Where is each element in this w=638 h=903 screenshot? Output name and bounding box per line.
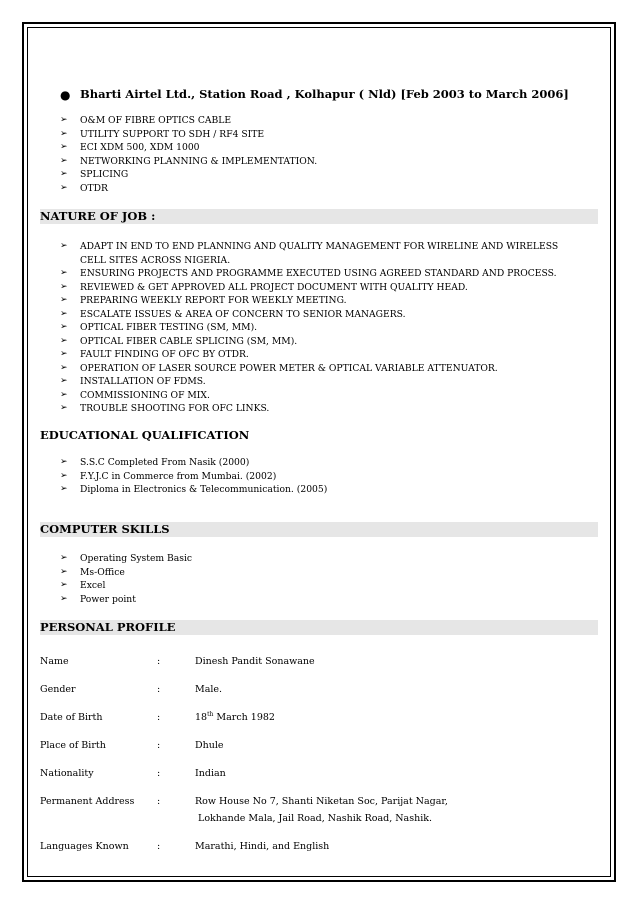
arrow-bullet-icon: ➢ [60,155,68,166]
arrow-bullet-icon: ➢ [60,335,68,346]
list-item: ➢ Ms-Office [60,566,125,578]
computer-skills-list [60,552,192,606]
arrow-bullet-icon: ➢ [60,389,68,400]
arrow-bullet-icon: ➢ [60,470,68,481]
arrow-bullet-icon: ➢ [60,362,68,373]
list-item: ➢ REVIEWED & GET APPROVED ALL PROJECT DOCUMENT WITH QUALITY HEAD. [60,281,468,293]
arrow-bullet-icon: ➢ [60,142,68,152]
list-item: ➢ ECI XDM 500, XDM 1000 [60,142,200,153]
dob-value: 18th March 1982 [195,710,275,723]
list-item: ➢ S.S.C Completed From Nasik (2000) [60,457,250,468]
arrow-bullet-icon: ➢ [60,128,68,139]
bullet-icon: ● [60,88,71,102]
list-item: ➢ Excel [60,580,106,591]
list-item: ➢ FAULT FINDING OF OFC BY OTDR. [60,349,249,360]
education-list [60,456,327,497]
section-heading-personal-profile: PERSONAL PROFILE [40,620,598,635]
arrow-bullet-icon: ➢ [60,349,68,359]
arrow-bullet-icon: ➢ [60,241,68,251]
arrow-bullet-icon: ➢ [60,169,68,179]
nature-of-job-list [60,240,585,416]
arrow-bullet-icon: ➢ [60,566,68,577]
arrow-bullet-icon: ➢ [60,308,68,319]
list-item: ➢ OPTICAL FIBER TESTING (SM, MM). [60,322,258,333]
arrow-bullet-icon: ➢ [60,484,68,494]
list-item: ➢ SPLICING [60,169,129,180]
arrow-bullet-icon: ➢ [60,295,68,305]
company-text: Bharti Airtel Ltd., Station Road , Kolhapur ( Nld) [Feb 2003 to March 2006] [80,87,569,101]
section-heading-nature-of-job: NATURE OF JOB : [40,209,598,224]
list-item: ➢ UTILITY SUPPORT TO SDH / RF4 SITE [60,128,265,140]
list-item: ➢ OTDR [60,182,108,194]
arrow-bullet-icon: ➢ [60,115,68,125]
section-heading-computer-skills: COMPUTER SKILLS [40,522,598,537]
arrow-bullet-icon: ➢ [60,268,68,278]
arrow-bullet-icon: ➢ [60,457,68,467]
list-item: ➢ OPERATION OF LASER SOURCE POWER METER & OPTICAL VARIABLE ATTENUATOR. [60,362,498,374]
arrow-bullet-icon: ➢ [60,593,68,604]
arrow-bullet-icon: ➢ [60,580,68,590]
arrow-bullet-icon: ➢ [60,281,68,292]
list-item: ➢ O&M OF FIBRE OPTICS CABLE [60,115,232,126]
list-item: ➢ TROUBLE SHOOTING FOR OFC LINKS. [60,403,270,414]
list-item: ➢ F.Y.J.C in Commerce from Mumbai. (2002) [60,470,277,482]
arrow-bullet-icon: ➢ [60,403,68,413]
arrow-bullet-icon: ➢ [60,376,68,386]
company-duties-list [60,114,317,195]
list-item: ➢ Power point [60,593,136,605]
list-item: ➢ ENSURING PROJECTS AND PROGRAMME EXECUTED USING AGREED STANDARD AND PROCESS. [60,268,557,279]
list-item: ➢ Diploma in Electronics & Telecommunication. (2005) [60,484,328,495]
list-item: ➢ Operating System Basic [60,553,193,564]
list-item: ➢ ESCALATE ISSUES & AREA OF CONCERN TO SENIOR MANAGERS. [60,308,406,320]
list-item: ➢ PREPARING WEEKLY REPORT FOR WEEKLY MEETING. [60,295,347,306]
arrow-bullet-icon: ➢ [60,322,68,332]
list-item: ➢ INSTALLATION OF FDMS. [60,376,206,387]
list-item: ➢ OPTICAL FIBER CABLE SPLICING (SM, MM). [60,335,298,347]
list-item: ➢ ADAPT IN END TO END PLANNING AND QUALITY MANAGEMENT FOR WIRELINE AND WIRELESS CELL SITES ACROSS NIGERIA. [60,241,559,266]
list-item: ➢ COMMISSIONING OF MIX. [60,389,210,401]
list-item: ➢ NETWORKING PLANNING & IMPLEMENTATION. [60,155,318,167]
section-heading-education: EDUCATIONAL QUALIFICATION [40,428,250,442]
arrow-bullet-icon: ➢ [60,182,68,193]
arrow-bullet-icon: ➢ [60,553,68,563]
